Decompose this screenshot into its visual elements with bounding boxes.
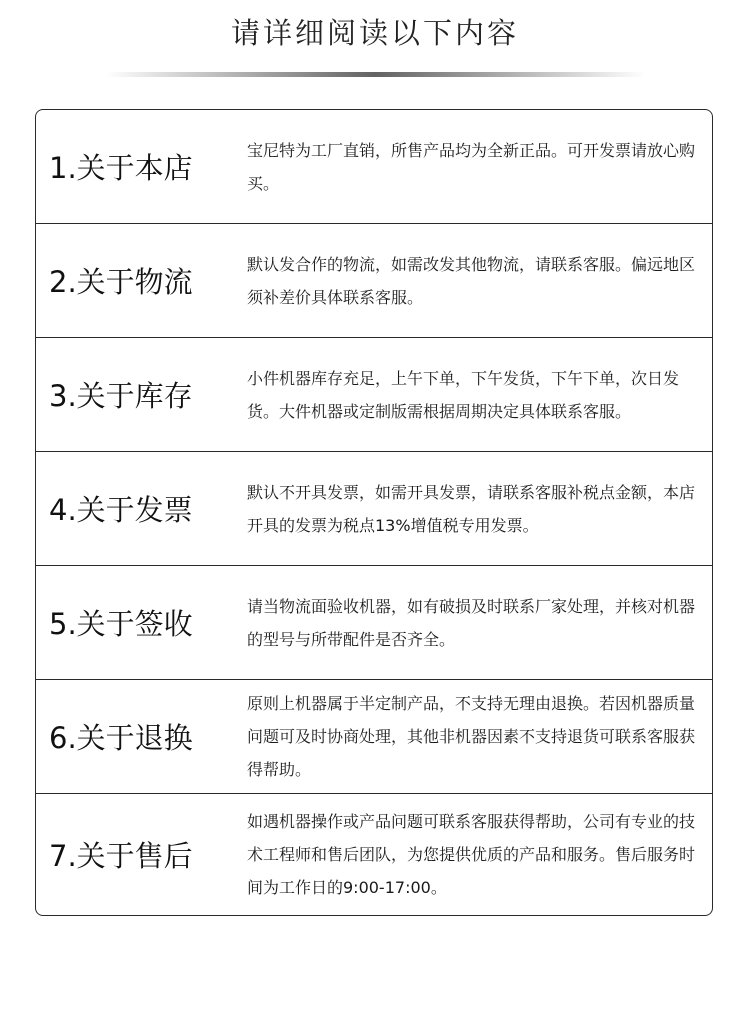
notice-text xyxy=(247,452,702,565)
notice-heading: 1.关于本店 xyxy=(49,151,193,185)
notice-text xyxy=(247,566,702,679)
notice-row-returns xyxy=(36,680,712,794)
notice-row-store xyxy=(36,110,712,224)
notice-heading: 4.关于发票 xyxy=(49,493,193,527)
notice-text xyxy=(247,794,702,915)
notice-text-content: 默认发合作的物流，如需改发其他物流，请联系客服。偏远地区须补差价具体联系客服。 xyxy=(247,254,696,307)
notice-row-logistics xyxy=(36,224,712,338)
notice-text-content: 小件机器库存充足，上午下单，下午发货，下午下单，次日发货。大件机器或定制版需根据周期决定具体联系客服。 xyxy=(247,368,680,421)
notice-text-content: 宝尼特为工厂直销，所售产品均为全新正品。可开发票请放心购买。 xyxy=(247,140,696,193)
notice-text-content: 原则上机器属于半定制产品，不支持无理由退换。若因机器质量问题可及时协商处理，其他非机器因素不支持退货可联系客服获得帮助。 xyxy=(247,694,696,779)
notice-heading: 7.关于售后 xyxy=(49,839,193,873)
notice-heading: 2.关于物流 xyxy=(49,265,193,299)
notice-row-receipt xyxy=(36,566,712,680)
notice-text-content: 默认不开具发票，如需开具发票，请联系客服补税点金额，本店开具的发票为税点13%增值税专用发票。 xyxy=(247,482,696,535)
notice-text-content: 如遇机器操作或产品问题可联系客服获得帮助，公司有专业的技术工程师和售后团队，为您提供优质的产品和服务。售后服务时间为工作日的9:00-17:00。 xyxy=(247,812,696,897)
notice-row-stock xyxy=(36,338,712,452)
notice-text xyxy=(247,110,702,223)
notice-text xyxy=(247,680,702,793)
notice-heading: 3.关于库存 xyxy=(49,379,193,413)
notice-heading: 5.关于签收 xyxy=(49,607,193,641)
notice-text xyxy=(247,338,702,451)
notice-row-after-sales xyxy=(36,794,712,915)
page-title: 请详细阅读以下内容 xyxy=(230,16,519,50)
notice-table xyxy=(35,109,713,916)
notice-text-content: 请当物流面验收机器，如有破损及时联系厂家处理，并核对机器的型号与所带配件是否齐全。 xyxy=(247,596,696,649)
notice-text xyxy=(247,224,702,337)
title-underline-divider xyxy=(105,72,645,77)
notice-row-invoice xyxy=(36,452,712,566)
notice-heading: 6.关于退换 xyxy=(49,721,193,755)
